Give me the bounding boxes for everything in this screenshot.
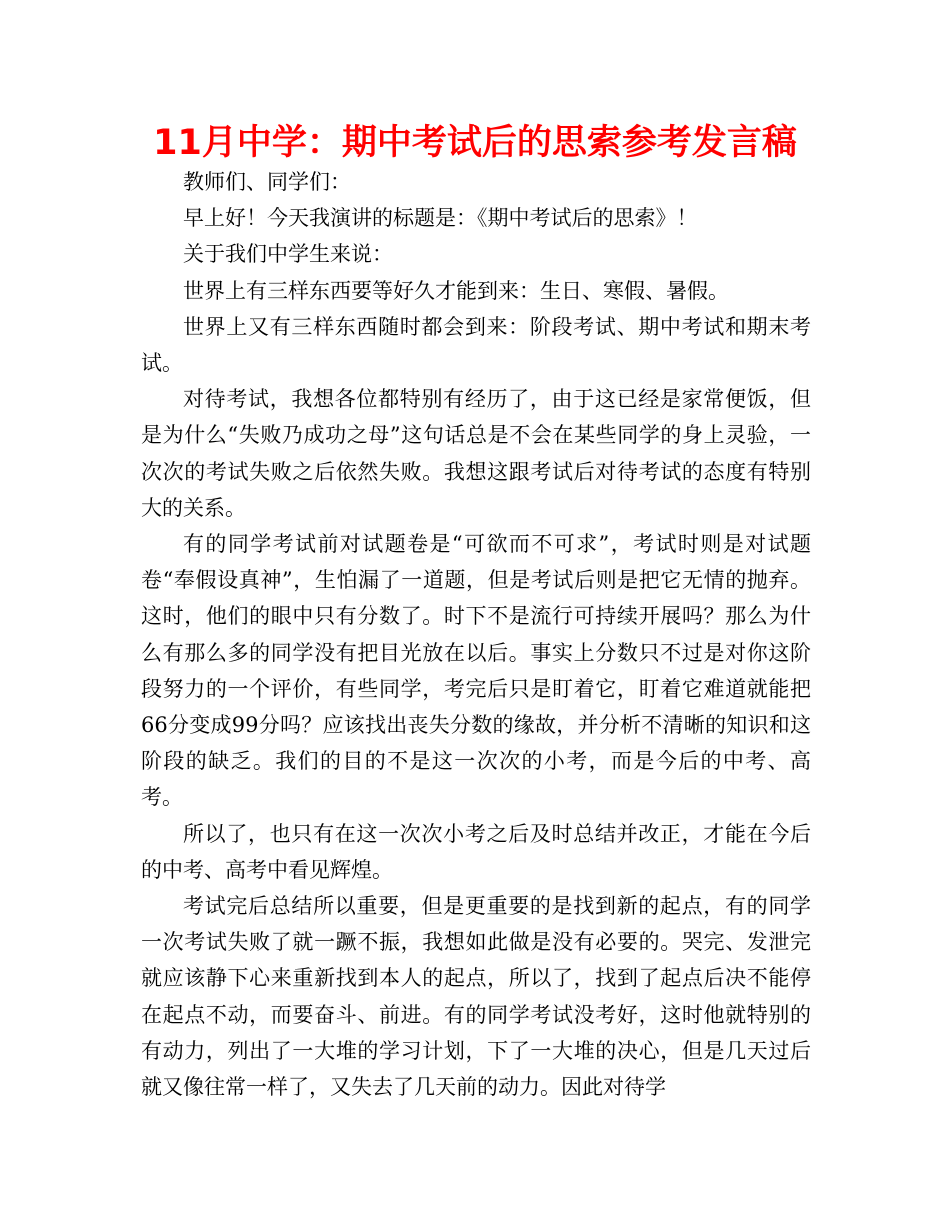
body-paragraph: 有的同学考试前对试题卷是“可欲而不可求”，考试时则是对试题卷“奉假设真神”，生怕漏了一道题，但是考试后则是把它无情的抛弃。这时，他们的眼中只有分数了。时下不是流行可持续开展吗？那么为什么有那么多的同学没有把目光放在以后。事实上分数只不过是对你这阶段努力的一个评价，有些同学，考完后只是盯着它，盯着它难道就能把66分变成99分吗？应该找出丧失分数的缘故，并分析不清晰的知识和这阶段的缺乏。我们的目的不是这一次次的小考，而是今后的中考、高考。 xyxy=(141,532,811,810)
body-paragraph: 关于我们中学生来说： xyxy=(183,242,393,267)
document-body xyxy=(141,164,811,1105)
body-paragraph: 世界上又有三样东西随时都会到来：阶段考试、期中考试和期末考试。 xyxy=(141,314,811,376)
body-paragraph: 考试完后总结所以重要，但是更重要的是找到新的起点，有的同学一次考试失败了就一蹶不振，我想如此做是没有必要的。哭完、发泄完就应该静下心来重新找到本人的起点，所以了，找到了起点后决不能停在起点不动，而要奋斗、前进。有的同学考试没考好，这时他就特别的有动力，列出了一大堆的学习计划，下了一大堆的决心，但是几天过后就又像往常一样了，又失去了几天前的动力。因此对待学 xyxy=(141,894,811,1100)
salutation-paragraph: 教师们、同学们： xyxy=(183,170,351,194)
body-paragraph: 对待考试，我想各位都特别有经历了，由于这已经是家常便饭，但是为什么“失败乃成功之母”这句话总是不会在某些同学的身上灵验，一次次的考试失败之后依然失败。我想这跟考试后对待考试的态度有特别大的关系。 xyxy=(141,387,811,520)
body-paragraph: 所以了，也只有在这一次次小考之后及时总结并改正，才能在今后的中考、高考中看见辉煌。 xyxy=(141,821,811,882)
body-paragraph: 世界上有三样东西要等好久才能到来：生日、寒假、暑假。 xyxy=(183,278,729,303)
greeting-paragraph: 早上好！今天我演讲的标题是：《期中考试后的思索》！ xyxy=(183,206,698,231)
document-title: 11月中学：期中考试后的思索参考发言稿 xyxy=(153,123,797,163)
